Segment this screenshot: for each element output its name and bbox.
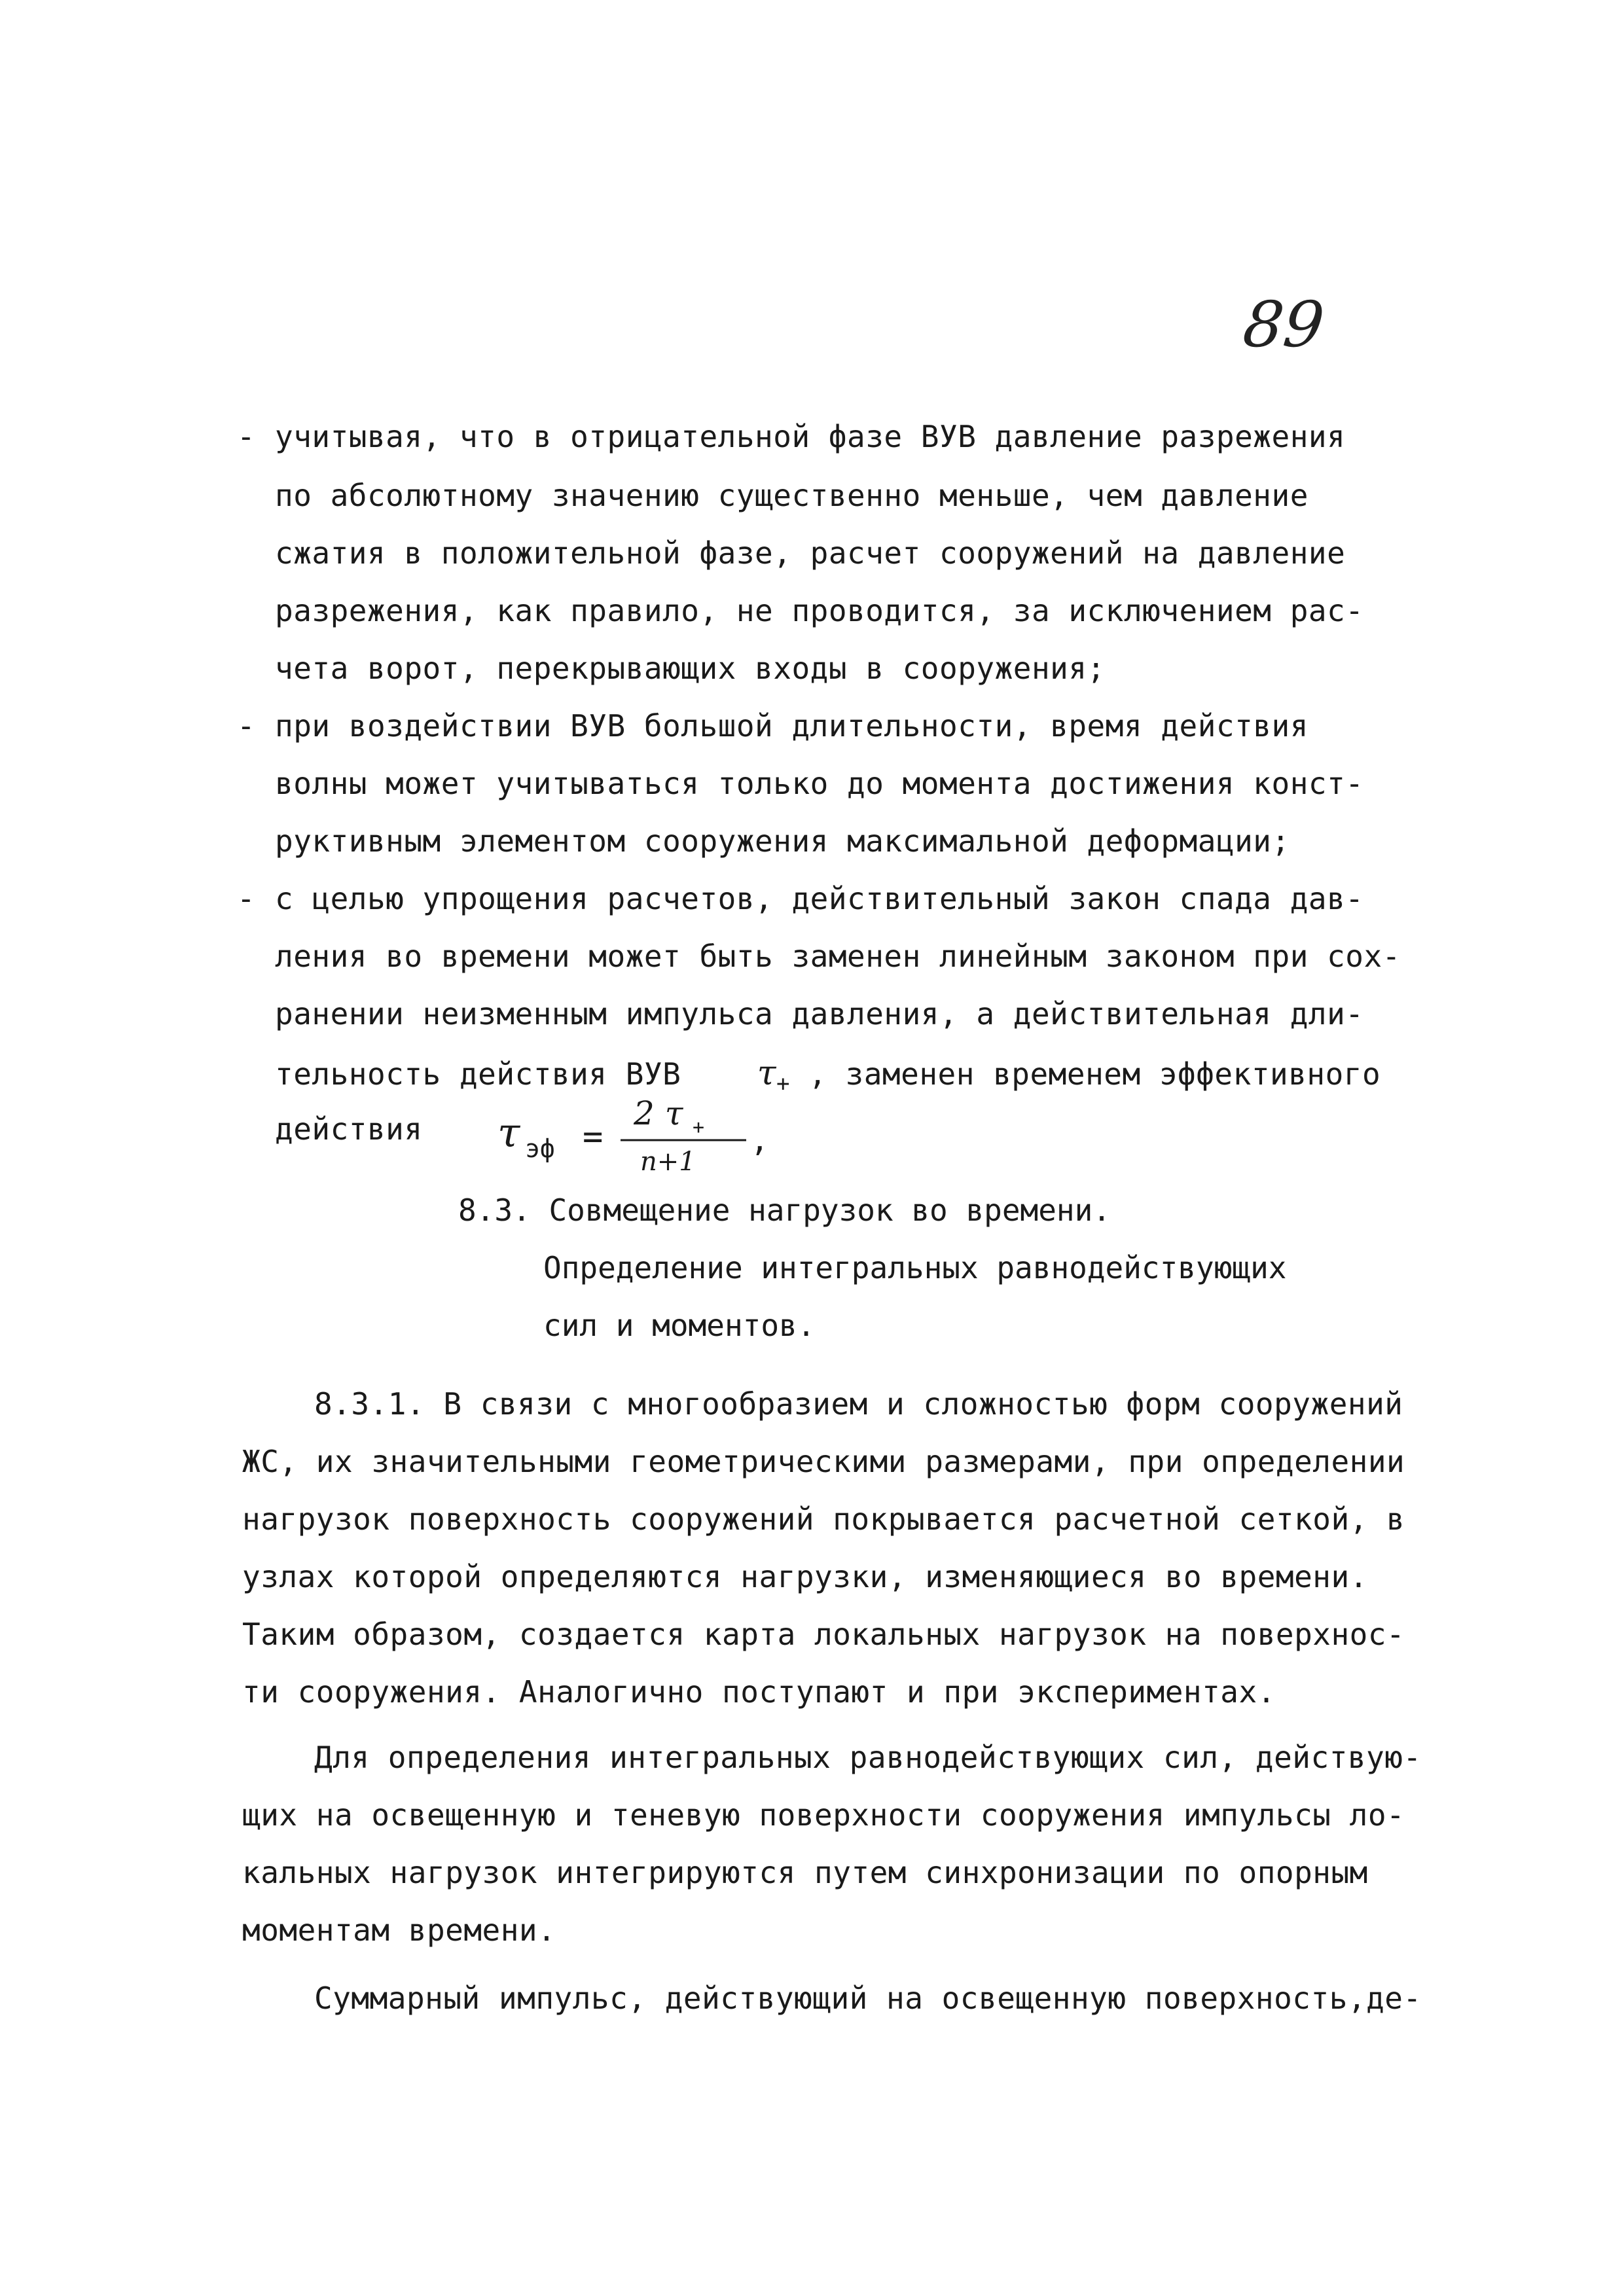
bullet-dash: -	[237, 419, 255, 454]
paragraph-1-line-6: ти сооружения. Аналогично поступают и при экспериментах.	[242, 1674, 1276, 1710]
bullet-3-line-4-tail: , заменен временем эффективного	[808, 1056, 1381, 1092]
paragraph-3-line-1: Суммарный импульс, действующий на освещенную поверхность,де-	[314, 1981, 1422, 2016]
bullet-3-line-1: с целью упрощения расчетов, действительный закон спада дав-	[275, 881, 1364, 916]
paragraph-2-line-3: кальных нагрузок интегрируются путем синхронизации по опорным	[242, 1855, 1368, 1890]
paragraph-1-line-4: узлах которой определяются нагрузки, изменяющиеся во времени.	[242, 1559, 1368, 1594]
page-number: 89	[1240, 288, 1328, 361]
paragraph-2-line-4: моментам времени.	[242, 1912, 556, 1948]
tau-plus-subscript: +	[776, 1071, 790, 1098]
paragraph-1-line-1: 8.3.1. В связи с многообразием и сложностью форм сооружений	[314, 1386, 1403, 1422]
bullet-1-line-1: учитывая, что в отрицательной фазе ВУВ давление разрежения	[275, 419, 1346, 454]
bullet-1-line-3: сжатия в положительной фазе, расчет сооружений на давление	[275, 535, 1346, 571]
paragraph-1-line-3: нагрузок поверхность сооружений покрывается расчетной сеткой, в	[242, 1501, 1405, 1537]
bullet-3-line-4-text: тельность действия ВУВ	[275, 1056, 681, 1092]
formula-numerator: 2 τ	[634, 1094, 683, 1132]
formula-lhs-subscript: эф	[525, 1134, 555, 1163]
formula-lhs: τ	[497, 1109, 520, 1157]
paragraph-1-line-2: ЖС, их значительными геометрическими размерами, при определении	[242, 1444, 1405, 1479]
bullet-3-line-4	[275, 1054, 1380, 1097]
bullet-1-line-5: чета ворот, перекрывающих входы в сооружения;	[275, 651, 1106, 686]
bullet-1-line-2: по абсолютному значению существенно меньше, чем давление	[275, 478, 1308, 513]
paragraph-2-line-2: щих на освещенную и теневую поверхности сооружения импульсы ло-	[242, 1797, 1405, 1833]
tau-symbol: τ	[757, 1054, 776, 1093]
effective-time-formula	[484, 1086, 825, 1178]
bullet-1-line-4: разрежения, как правило, не проводится, за исключением рас-	[275, 593, 1364, 628]
section-heading-line-2: Определение интегральных равнодействующих	[543, 1250, 1287, 1285]
paragraph-1-line-5: Таким образом, создается карта локальных нагрузок на поверхнос-	[242, 1617, 1405, 1652]
bullet-3-line-5: действия	[275, 1111, 423, 1147]
formula-trailing: ,	[750, 1122, 769, 1158]
section-heading-line-3: сил и моментов.	[543, 1308, 816, 1343]
bullet-2-line-3: руктивным элементом сооружения максимальной деформации;	[275, 823, 1290, 859]
section-heading-line-1: 8.3. Совмещение нагрузок во времени.	[458, 1193, 1111, 1228]
paragraph-2-line-1: Для определения интегральных равнодействующих сил, действую-	[314, 1740, 1422, 1775]
bullet-3-line-3: ранении неизменным импульса давления, а действительная дли-	[275, 996, 1364, 1031]
formula-numerator-subscript: +	[693, 1116, 705, 1139]
formula-denominator: n+1	[640, 1147, 696, 1177]
bullet-dash: -	[237, 881, 255, 916]
bullet-2-line-1: при воздействии ВУВ большой длительности, время действия	[275, 708, 1308, 744]
bullet-3-line-2: ления во времени может быть заменен линейным законом при сох-	[275, 939, 1401, 974]
formula-equals: =	[583, 1117, 604, 1157]
bullet-dash: -	[237, 708, 255, 744]
bullet-2-line-2: волны может учитываться только до момента достижения конст-	[275, 766, 1364, 801]
